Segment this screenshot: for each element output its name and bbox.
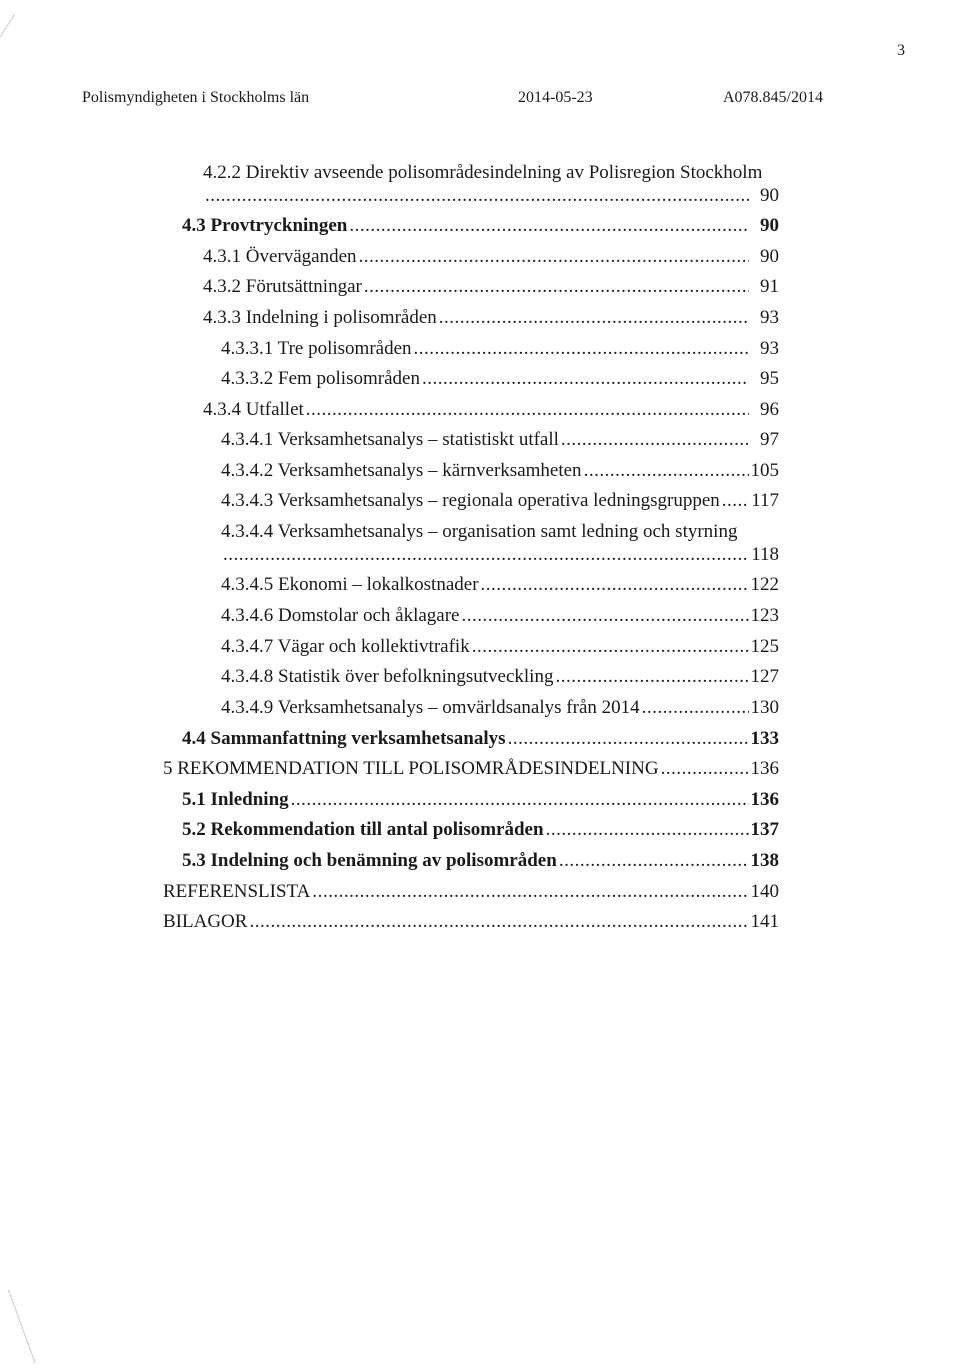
toc-leader: [559, 849, 749, 873]
toc-label: 4.3.4.1 Verksamhetsanalys – statistiskt utfall: [221, 429, 559, 450]
toc-leader: [584, 459, 749, 483]
toc-label: 4.3 Provtryckningen: [182, 215, 348, 236]
toc-entry-4-3-4-4-label: 4.3.4.4 Verksamhetsanalys – organisation samt ledning och styrning: [221, 521, 738, 542]
toc-entry-4-3-4-5[interactable]: [221, 573, 779, 597]
toc-leader: [306, 398, 749, 422]
toc-page: 90: [760, 215, 779, 236]
toc-leader: [439, 306, 749, 330]
page-number: 3: [897, 42, 905, 59]
toc-leader: [359, 245, 749, 269]
toc-page: 90: [760, 185, 779, 206]
toc-label: 4.3.3.2 Fem polisområden: [221, 368, 420, 389]
toc-page: 97: [760, 429, 779, 450]
toc-page: 93: [760, 307, 779, 328]
toc-entry-4-3-3[interactable]: [203, 306, 779, 330]
toc-label: 4.3.4 Utfallet: [203, 399, 304, 420]
toc-leader: [661, 757, 749, 781]
header-date: 2014-05-23: [518, 89, 593, 106]
toc-leader: [364, 275, 749, 299]
toc-label: 4.3.4.9 Verksamhetsanalys – omvärldsanalys från 2014: [221, 697, 640, 718]
toc-entry-4-2-2[interactable]: [203, 184, 779, 208]
toc-leader: [461, 604, 748, 628]
toc-label: 4.3.4.7 Vägar och kollektivtrafik: [221, 636, 470, 657]
toc-leader: [472, 635, 749, 659]
toc-leader: [422, 367, 749, 391]
toc-entry-5-1[interactable]: [182, 788, 779, 812]
scan-mark-bottom: [8, 1290, 36, 1364]
toc-label: 5.2 Rekommendation till antal polisområden: [182, 819, 544, 840]
toc-label: 4.3.2 Förutsättningar: [203, 276, 362, 297]
toc-leader: [722, 489, 749, 513]
toc-entry-4-3-4-4[interactable]: [221, 543, 779, 567]
toc-entry-4-3-4-6[interactable]: [221, 604, 779, 628]
toc-page: 93: [760, 338, 779, 359]
toc-entry-4-3-4-3[interactable]: [221, 489, 779, 513]
toc-entry-4-4[interactable]: [182, 727, 779, 751]
toc-leader: [349, 214, 749, 238]
scan-mark-top: [0, 14, 15, 61]
toc-entry-5-2[interactable]: [182, 818, 779, 842]
toc-page: 130: [750, 697, 779, 718]
toc-page: 136: [750, 789, 779, 810]
toc-leader: [312, 880, 748, 904]
toc-page: 122: [750, 574, 779, 595]
toc-label: 4.3.4.2 Verksamhetsanalys – kärnverksamheten: [221, 460, 582, 481]
toc-entry-bilagor[interactable]: [163, 910, 779, 934]
header-organization: Polismyndigheten i Stockholms län: [82, 89, 310, 106]
toc-label: 4.4 Sammanfattning verksamhetsanalys: [182, 728, 506, 749]
toc-leader: [642, 696, 749, 720]
toc-leader: [508, 727, 749, 751]
toc-label: 4.3.4.8 Statistik över befolkningsutveckling: [221, 666, 554, 687]
toc-page: 105: [750, 460, 779, 481]
toc-entry-4-3-3-2[interactable]: [221, 367, 779, 391]
toc-leader: [205, 184, 749, 208]
toc-page: 118: [751, 544, 779, 565]
toc-label: 5.3 Indelning och benämning av polisområden: [182, 850, 557, 871]
toc-page: 137: [750, 819, 779, 840]
toc-entry-5-3[interactable]: [182, 849, 779, 873]
toc-entry-5[interactable]: [163, 757, 779, 781]
toc-page: 123: [750, 605, 779, 626]
toc-entry-4-3-4-9[interactable]: [221, 696, 779, 720]
toc-label: 4.3.4.6 Domstolar och åklagare: [221, 605, 460, 626]
toc-entry-4-3-1[interactable]: [203, 245, 779, 269]
toc-entry-4-3-3-1[interactable]: [221, 337, 779, 361]
toc-label: BILAGOR: [163, 911, 248, 932]
toc-label: 4.3.3 Indelning i polisområden: [203, 307, 437, 328]
toc-label: 4.3.4.5 Ekonomi – lokalkostnader: [221, 574, 479, 595]
toc-page: 91: [760, 276, 779, 297]
toc-entry-4-3-2[interactable]: [203, 275, 779, 299]
toc-page: 96: [760, 399, 779, 420]
toc-leader: [546, 818, 749, 842]
toc-page: 95: [760, 368, 779, 389]
toc-page: 133: [750, 728, 779, 749]
toc-page: 138: [750, 850, 779, 871]
toc-page: 117: [751, 490, 779, 511]
toc-entry-4-3-4-2[interactable]: [221, 459, 779, 483]
toc-page: 141: [750, 911, 779, 932]
toc-label: 4.3.3.1 Tre polisområden: [221, 338, 412, 359]
toc-entry-referenslista[interactable]: [163, 880, 779, 904]
toc-leader: [481, 573, 749, 597]
toc-entry-4-3-4-7[interactable]: [221, 635, 779, 659]
toc-entry-4-3-4-1[interactable]: [221, 428, 779, 452]
header-reference: A078.845/2014: [723, 89, 823, 106]
toc-entry-4-3-4[interactable]: [203, 398, 779, 422]
toc-entry-4-3[interactable]: [182, 214, 779, 238]
toc-leader: [291, 788, 749, 812]
toc-leader: [561, 428, 749, 452]
toc-page: 125: [750, 636, 779, 657]
toc-label: 5 REKOMMENDATION TILL POLISOMRÅDESINDELNING: [163, 758, 659, 779]
toc-page: 136: [750, 758, 779, 779]
toc-label: 4.3.4.3 Verksamhetsanalys – regionala operativa ledningsgruppen: [221, 490, 720, 511]
toc-label: 5.1 Inledning: [182, 789, 289, 810]
toc-label: 4.3.1 Överväganden: [203, 246, 357, 267]
toc-entry-4-2-2-label: 4.2.2 Direktiv avseende polisområdesindelning av Polisregion Stockholm: [203, 162, 763, 183]
toc-leader: [249, 910, 748, 934]
toc-leader: [414, 337, 749, 361]
toc-page: 127: [750, 666, 779, 687]
toc-entry-4-3-4-8[interactable]: [221, 665, 779, 689]
toc-leader: [223, 543, 749, 567]
toc-page: 90: [760, 246, 779, 267]
toc-page: 140: [750, 881, 779, 902]
toc-label: REFERENSLISTA: [163, 881, 311, 902]
toc-leader: [555, 665, 748, 689]
